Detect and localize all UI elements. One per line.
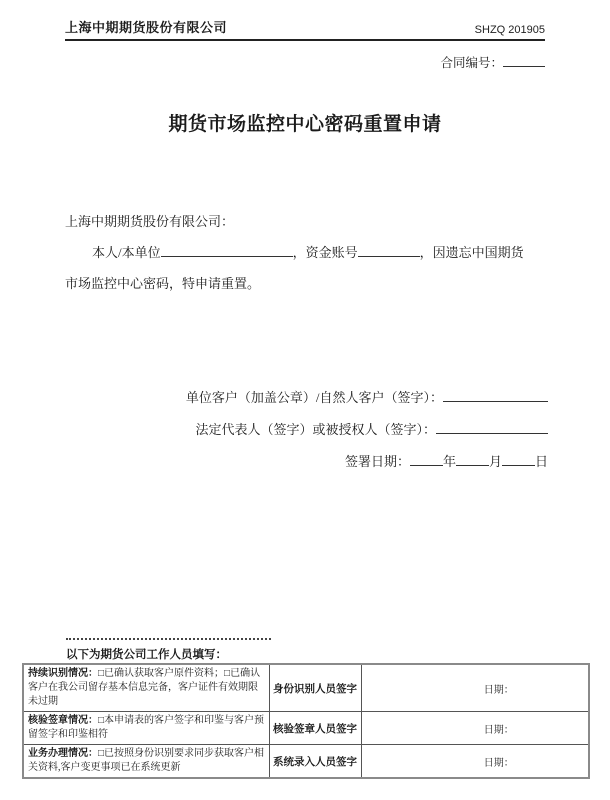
seal-verification-description: □本申请表的客户签字和印鉴与客户预留签字和印鉴相符 [28, 715, 265, 740]
identity-check-category-label: 持续识别情况： [28, 668, 98, 679]
day-blank [502, 453, 535, 466]
business-processing-date-label: 日期： [361, 745, 589, 779]
business-processing-category-label: 业务办理情况： [28, 748, 98, 759]
signature-block [186, 387, 548, 483]
identity-check-signer-label: 身份识别人员签字 [269, 664, 361, 712]
seal-verification-date-label: 日期： [361, 712, 589, 745]
contract-number-line [440, 53, 545, 71]
staff-table [22, 663, 590, 779]
document-header [65, 17, 545, 41]
table-row-business-processing [23, 745, 589, 779]
business-processing-signer-label: 系统录入人员签字 [269, 745, 361, 779]
contract-number-label: 合同编号： [440, 56, 503, 70]
identity-check-description: □已确认获取客户原件资料；□已确认客户在我公司留存基本信息完备，客户证件有效期限未过期 [28, 668, 261, 707]
legal-rep-signature-blank [436, 421, 548, 434]
month-blank [456, 453, 489, 466]
reason-text: ，因遗忘中国期货 [419, 245, 524, 260]
applicant-label: 本人/本单位 [92, 245, 161, 260]
month-label: 月 [488, 454, 502, 469]
day-label: 日 [534, 454, 548, 469]
sign-date-line [186, 451, 548, 471]
table-row-seal-verification [23, 712, 589, 745]
staff-section-note: 以下为期货公司工作人员填写： [66, 649, 227, 661]
application-statement-line [65, 237, 547, 268]
fund-account-label: ，资金账号 [292, 245, 358, 260]
client-signature-line [186, 387, 548, 407]
dotted-separator [66, 632, 271, 640]
seal-verification-category-label: 核验签章情况： [28, 715, 98, 726]
identity-check-description-cell [23, 664, 269, 712]
client-signature-blank [443, 389, 548, 402]
form-title: 期货市场监控中心密码重置申请 [168, 114, 442, 135]
business-processing-description-cell [23, 745, 269, 779]
table-row-identity-check [23, 664, 589, 712]
legal-rep-signature-label: 法定代表人（签字）或被授权人（签字）： [195, 422, 436, 437]
sign-date-label: 签署日期： [344, 454, 410, 469]
identity-check-date-label: 日期： [361, 664, 589, 712]
applicant-name-blank [161, 244, 293, 257]
year-label: 年 [442, 454, 456, 469]
legal-rep-signature-line [186, 419, 548, 439]
year-blank [410, 453, 443, 466]
reason-continuation: 市场监控中心密码，特申请重置。 [65, 276, 261, 291]
seal-verification-signer-label: 核验签章人员签字 [269, 712, 361, 745]
contract-number-blank [503, 54, 545, 67]
document-code: SHZQ 201905 [474, 24, 545, 36]
salutation: 上海中期期货股份有限公司： [65, 214, 235, 229]
fund-account-blank [358, 244, 420, 257]
client-signature-label: 单位客户（加盖公章）/自然人客户（签字）： [185, 390, 443, 405]
seal-verification-description-cell [23, 712, 269, 745]
business-processing-description: □已按照身份识别要求同步获取客户相关资料,客户变更事项已在系统更新 [28, 748, 265, 773]
application-body [65, 206, 547, 299]
company-name: 上海中期期货股份有限公司 [65, 20, 228, 35]
